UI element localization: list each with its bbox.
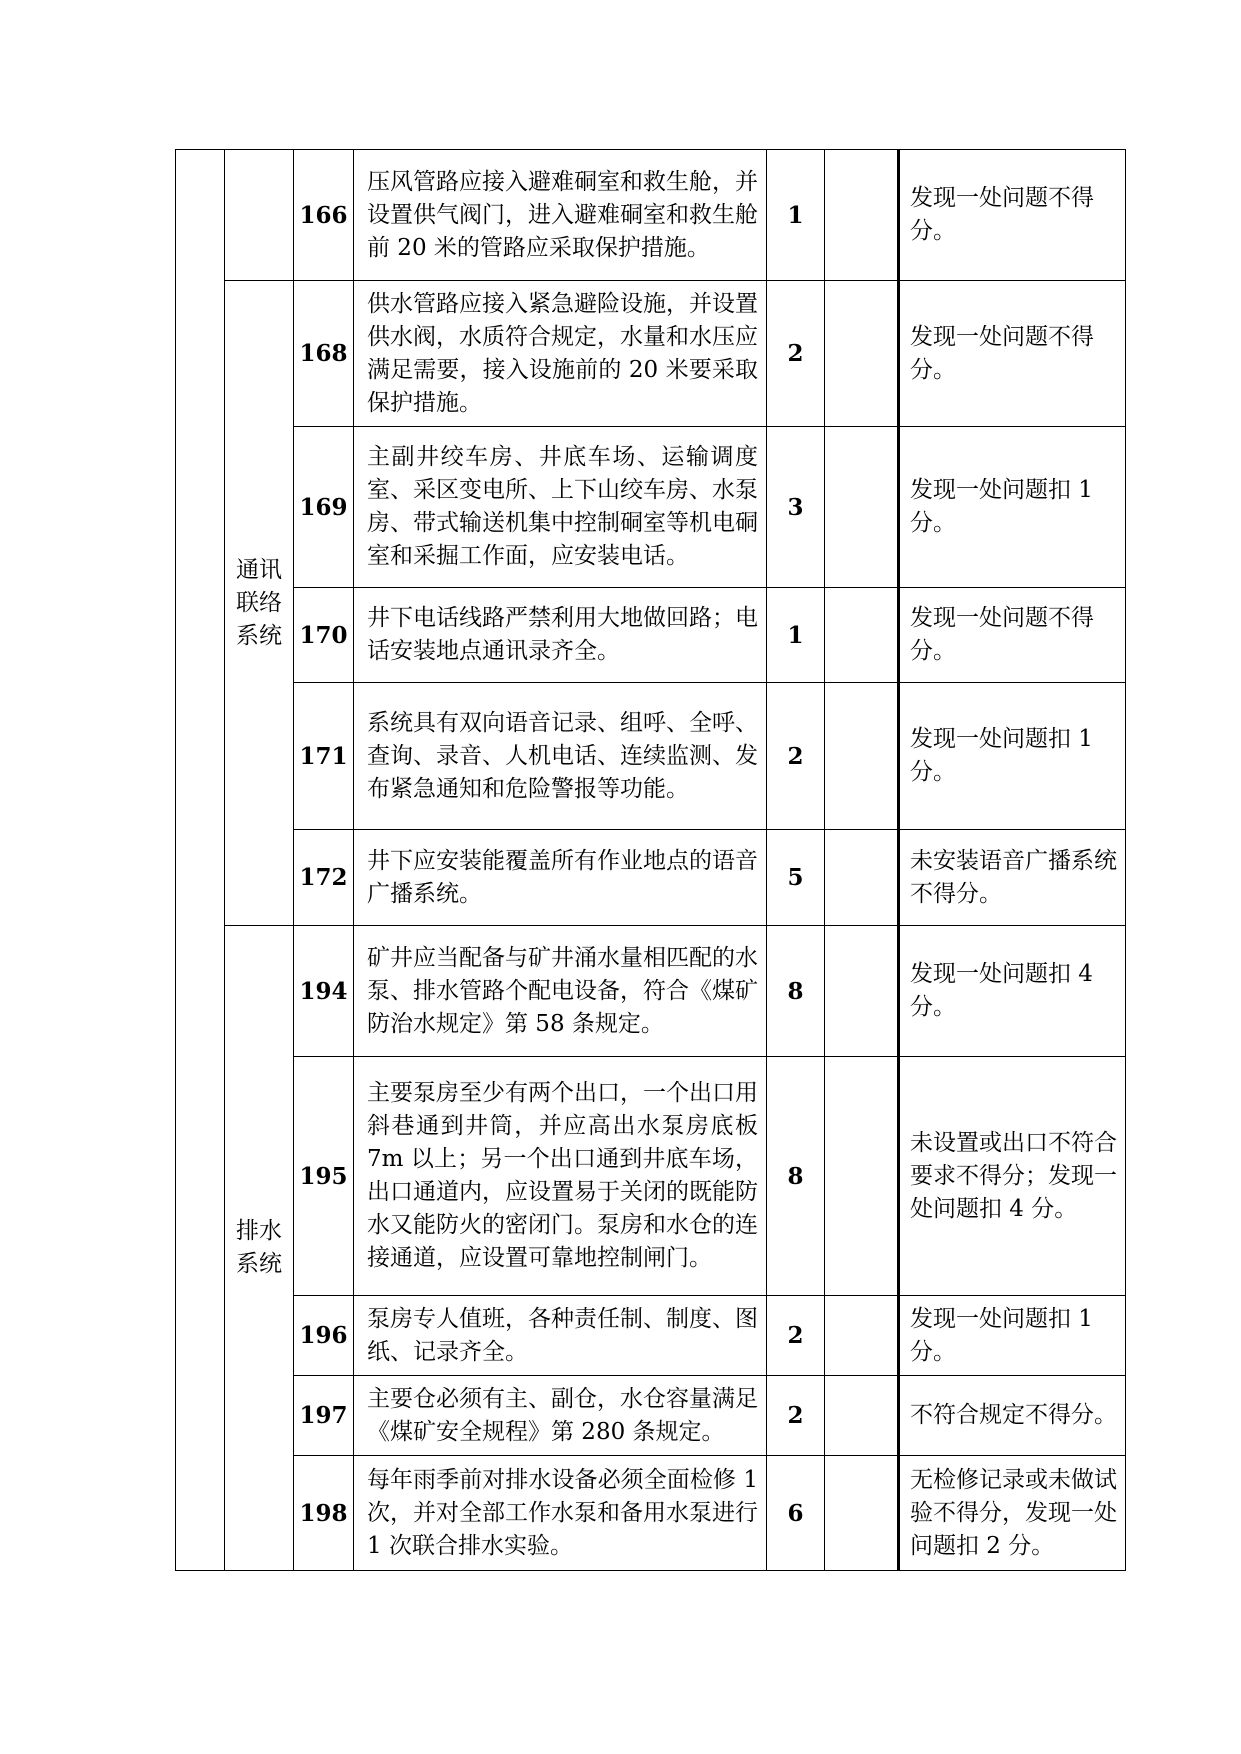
actual-score-cell bbox=[825, 1057, 899, 1296]
scoring-method: 未安装语音广播系统不得分。 bbox=[899, 830, 1126, 926]
table-row bbox=[176, 1376, 1126, 1456]
item-number: 194 bbox=[294, 926, 354, 1057]
item-requirement: 压风管路应接入避难硐室和救生舱，并设置供气阀门，进入避难硐室和救生舱前 20 米的管路应采取保护措施。 bbox=[354, 150, 767, 281]
table-row bbox=[176, 926, 1126, 1057]
item-requirement: 系统具有双向语音记录、组呼、全呼、查询、录音、人机电话、连续监测、发布紧急通知和危险警报等功能。 bbox=[354, 683, 767, 830]
item-requirement: 矿井应当配备与矿井涌水量相匹配的水泵、排水管路个配电设备，符合《煤矿防治水规定》第 58 条规定。 bbox=[354, 926, 767, 1057]
item-score: 2 bbox=[767, 1376, 825, 1456]
item-number: 168 bbox=[294, 281, 354, 427]
table-row bbox=[176, 150, 1126, 281]
scoring-method: 发现一处问题不得分。 bbox=[899, 588, 1126, 683]
scoring-method: 未设置或出口不符合要求不得分；发现一处问题扣 4 分。 bbox=[899, 1057, 1126, 1296]
scoring-method: 发现一处问题扣 1 分。 bbox=[899, 427, 1126, 588]
item-score: 1 bbox=[767, 588, 825, 683]
standards-table bbox=[175, 149, 1126, 1571]
actual-score-cell bbox=[825, 1296, 899, 1376]
actual-score-cell bbox=[825, 683, 899, 830]
item-score: 1 bbox=[767, 150, 825, 281]
table-row bbox=[176, 830, 1126, 926]
item-number: 170 bbox=[294, 588, 354, 683]
scoring-method: 发现一处问题不得分。 bbox=[899, 281, 1126, 427]
actual-score-cell bbox=[825, 1376, 899, 1456]
scoring-method: 发现一处问题扣 1 分。 bbox=[899, 683, 1126, 830]
item-number: 196 bbox=[294, 1296, 354, 1376]
item-score: 8 bbox=[767, 926, 825, 1057]
actual-score-cell bbox=[825, 588, 899, 683]
actual-score-cell bbox=[825, 281, 899, 427]
scoring-method: 发现一处问题扣 4 分。 bbox=[899, 926, 1126, 1057]
table-row bbox=[176, 1456, 1126, 1571]
table-row bbox=[176, 427, 1126, 588]
actual-score-cell bbox=[825, 926, 899, 1057]
item-number: 171 bbox=[294, 683, 354, 830]
item-score: 2 bbox=[767, 683, 825, 830]
item-number: 198 bbox=[294, 1456, 354, 1571]
table-row bbox=[176, 281, 1126, 427]
item-score: 6 bbox=[767, 1456, 825, 1571]
outer-blank-cell bbox=[176, 150, 225, 1571]
item-number: 197 bbox=[294, 1376, 354, 1456]
category-cell-blank bbox=[225, 150, 294, 281]
item-number: 169 bbox=[294, 427, 354, 588]
item-requirement: 每年雨季前对排水设备必须全面检修 1 次，并对全部工作水泵和备用水泵进行 1 次联合排水实验。 bbox=[354, 1456, 767, 1571]
table-row bbox=[176, 1057, 1126, 1296]
table-row bbox=[176, 1296, 1126, 1376]
item-number: 172 bbox=[294, 830, 354, 926]
item-number: 166 bbox=[294, 150, 354, 281]
scoring-method: 发现一处问题扣 1 分。 bbox=[899, 1296, 1126, 1376]
item-requirement: 供水管路应接入紧急避险设施，并设置供水阀，水质符合规定，水量和水压应满足需要，接入设施前的 20 米要采取保护措施。 bbox=[354, 281, 767, 427]
item-number: 195 bbox=[294, 1057, 354, 1296]
item-score: 2 bbox=[767, 281, 825, 427]
actual-score-cell bbox=[825, 1456, 899, 1571]
item-requirement: 主要仓必须有主、副仓，水仓容量满足《煤矿安全规程》第 280 条规定。 bbox=[354, 1376, 767, 1456]
actual-score-cell bbox=[825, 830, 899, 926]
scoring-method: 发现一处问题不得分。 bbox=[899, 150, 1126, 281]
item-requirement: 主副井绞车房、井底车场、运输调度室、采区变电所、上下山绞车房、水泵房、带式输送机集中控制硐室等机电硐室和采掘工作面，应安装电话。 bbox=[354, 427, 767, 588]
scoring-method: 不符合规定不得分。 bbox=[899, 1376, 1126, 1456]
actual-score-cell bbox=[825, 427, 899, 588]
item-requirement: 井下应安装能覆盖所有作业地点的语音广播系统。 bbox=[354, 830, 767, 926]
item-requirement: 井下电话线路严禁利用大地做回路；电话安装地点通讯录齐全。 bbox=[354, 588, 767, 683]
item-score: 2 bbox=[767, 1296, 825, 1376]
table-row bbox=[176, 588, 1126, 683]
category-communication: 通讯联络系统 bbox=[225, 281, 294, 926]
item-requirement: 主要泵房至少有两个出口，一个出口用斜巷通到井筒，并应高出水泵房底板 7m 以上；另一个出口通到井底车场，出口通道内，应设置易于关闭的既能防水又能防火的密闭门。泵房和水仓的连接通道，应设置可靠地控制闸门。 bbox=[354, 1057, 767, 1296]
item-score: 5 bbox=[767, 830, 825, 926]
category-drainage: 排水系统 bbox=[225, 926, 294, 1571]
item-score: 3 bbox=[767, 427, 825, 588]
scoring-method: 无检修记录或未做试验不得分，发现一处问题扣 2 分。 bbox=[899, 1456, 1126, 1571]
table-row bbox=[176, 683, 1126, 830]
item-score: 8 bbox=[767, 1057, 825, 1296]
item-requirement: 泵房专人值班，各种责任制、制度、图纸、记录齐全。 bbox=[354, 1296, 767, 1376]
actual-score-cell bbox=[825, 150, 899, 281]
